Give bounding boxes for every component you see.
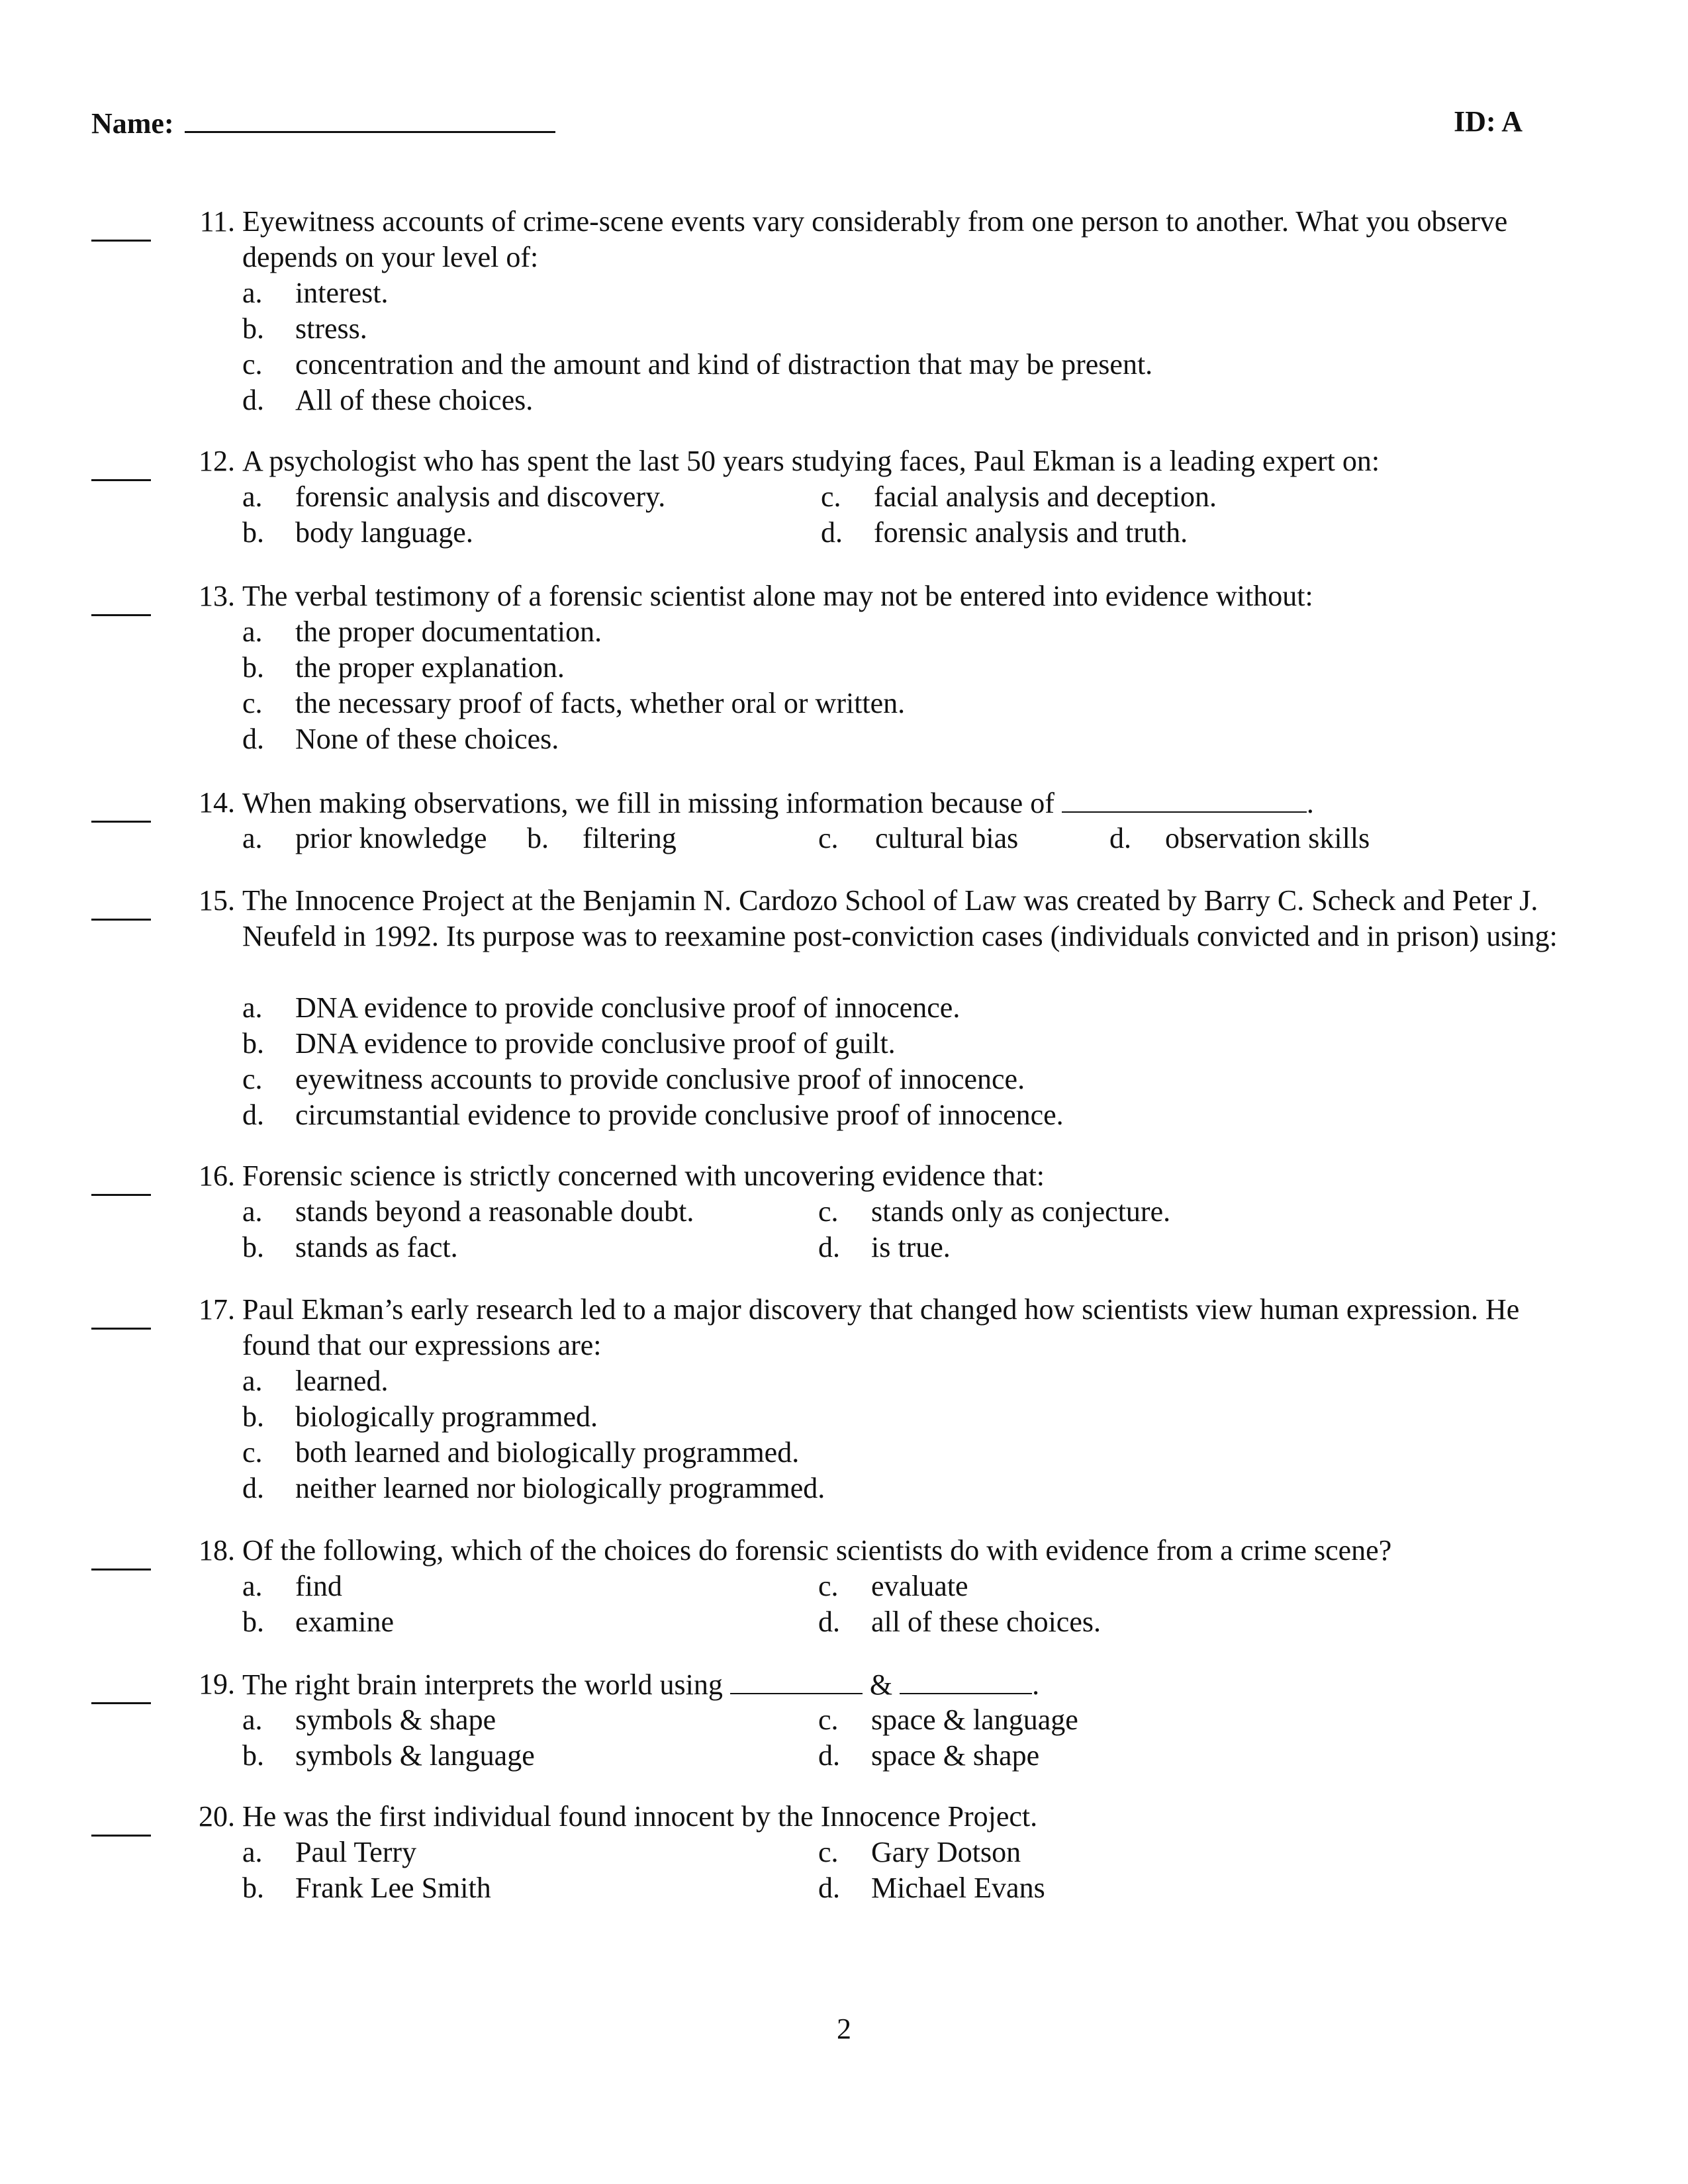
fill-in-blank[interactable] <box>730 1666 863 1694</box>
choice-a: a. find <box>242 1570 342 1602</box>
question-text: The verbal testimony of a forensic scientist alone may not be entered into evidence without: <box>242 580 1313 612</box>
question-text: Paul Ekman’s early research led to a major discovery that changed how scientists view human expression. He found that our expressions are: <box>242 1293 1520 1361</box>
choice-b: b. examine <box>242 1606 395 1638</box>
choice-c: c. Gary Dotson <box>818 1836 1021 1868</box>
choice-a: a. symbols & shape <box>242 1704 496 1736</box>
answer-blank[interactable] <box>91 585 151 616</box>
choice-d: d. All of these choices. <box>242 384 534 416</box>
choice-c: c. eyewitness accounts to provide conclusive proof of innocence. <box>242 1063 1025 1095</box>
choice-b: b. filtering <box>527 822 677 854</box>
choice-d: d. Michael Evans <box>818 1872 1045 1904</box>
choice-c: c. stands only as conjecture. <box>818 1195 1171 1228</box>
fill-in-blank[interactable] <box>1062 785 1307 813</box>
choice-c: c. the necessary proof of facts, whether oral or written. <box>242 687 906 719</box>
answer-blank[interactable] <box>91 450 151 481</box>
choice-b: b. DNA evidence to provide conclusive proof of guilt. <box>242 1027 896 1060</box>
answer-blank[interactable] <box>91 1165 151 1196</box>
choice-a: a. learned. <box>242 1365 389 1397</box>
choice-d: d. forensic analysis and truth. <box>821 516 1188 549</box>
question-number: 19. <box>199 1668 235 1700</box>
name-label: Name: <box>91 107 174 140</box>
fill-in-blank[interactable] <box>900 1666 1032 1694</box>
answer-blank[interactable] <box>91 1298 151 1330</box>
choice-b: b. the proper explanation. <box>242 651 565 684</box>
choice-b: b. symbols & language <box>242 1739 535 1772</box>
choice-a: a. Paul Terry <box>242 1836 417 1868</box>
question-text: The Innocence Project at the Benjamin N. Cardozo School of Law was created by Barry C. Scheck and Peter J. Neufeld in 1992. Its purpose was to reexamine post-conviction cases (individuals convicted and in prison) using: <box>242 884 1558 952</box>
choice-d: d. space & shape <box>818 1739 1040 1772</box>
choice-d: d. is true. <box>818 1231 951 1263</box>
answer-blank[interactable] <box>91 1805 151 1837</box>
question-text: Of the following, which of the choices do forensic scientists do with evidence from a crime scene? <box>242 1534 1392 1567</box>
question-number: 20. <box>199 1800 235 1833</box>
choice-a: a. the proper documentation. <box>242 615 602 648</box>
question-number: 16. <box>199 1160 235 1192</box>
choice-d: d. observation skills <box>1109 822 1370 854</box>
question-text: Eyewitness accounts of crime-scene events vary considerably from one person to another. What you observe depends on your level of: <box>242 205 1508 273</box>
choice-b: b. Frank Lee Smith <box>242 1872 491 1904</box>
choice-b: b. biologically programmed. <box>242 1400 598 1433</box>
answer-blank[interactable] <box>91 210 151 242</box>
choice-a: a. prior knowledge <box>242 822 487 854</box>
question-number: 18. <box>199 1534 235 1567</box>
question-text: He was the first individual found innocent by the Innocence Project. <box>242 1800 1038 1833</box>
question-number: 14. <box>199 786 235 819</box>
page-number: 2 <box>837 2013 851 2045</box>
name-blank[interactable] <box>185 105 555 133</box>
question-number: 13. <box>199 580 235 612</box>
question-text: A psychologist who has spent the last 50 years studying faces, Paul Ekman is a leading expert on: <box>242 445 1380 477</box>
answer-blank[interactable] <box>91 889 151 921</box>
choice-c: c. cultural bias <box>818 822 1019 854</box>
choice-b: b. body language. <box>242 516 473 549</box>
question-text: Forensic science is strictly concerned with uncovering evidence that: <box>242 1160 1045 1192</box>
choice-d: d. None of these choices. <box>242 723 559 755</box>
question-number: 12. <box>199 445 235 477</box>
question-number: 17. <box>199 1293 235 1326</box>
choice-c: c. evaluate <box>818 1570 968 1602</box>
answer-blank[interactable] <box>91 1673 151 1704</box>
test-id: ID: A <box>1454 105 1523 138</box>
choice-d: d. all of these choices. <box>818 1606 1101 1638</box>
answer-blank[interactable] <box>91 792 151 823</box>
choice-d: d. circumstantial evidence to provide conclusive proof of innocence. <box>242 1099 1064 1131</box>
choice-a: a. interest. <box>242 277 389 309</box>
question-number: 15. <box>199 884 235 917</box>
choice-d: d. neither learned nor biologically programmed. <box>242 1472 825 1504</box>
choice-c: c. facial analysis and deception. <box>821 480 1217 513</box>
question-text: When making observations, we fill in missing information because of . <box>242 785 1566 821</box>
question-number: 11. <box>199 205 235 238</box>
question-text: The right brain interprets the world using & . <box>242 1666 1566 1703</box>
choice-b: b. stands as fact. <box>242 1231 458 1263</box>
choice-c: c. concentration and the amount and kind of distraction that may be present. <box>242 348 1153 381</box>
choice-a: a. stands beyond a reasonable doubt. <box>242 1195 694 1228</box>
choice-c: c. both learned and biologically programmed. <box>242 1436 800 1469</box>
answer-blank[interactable] <box>91 1539 151 1570</box>
name-field <box>91 105 555 140</box>
choice-c: c. space & language <box>818 1704 1078 1736</box>
choice-a: a. forensic analysis and discovery. <box>242 480 666 513</box>
choice-a: a. DNA evidence to provide conclusive proof of innocence. <box>242 991 961 1024</box>
choice-b: b. stress. <box>242 312 367 345</box>
